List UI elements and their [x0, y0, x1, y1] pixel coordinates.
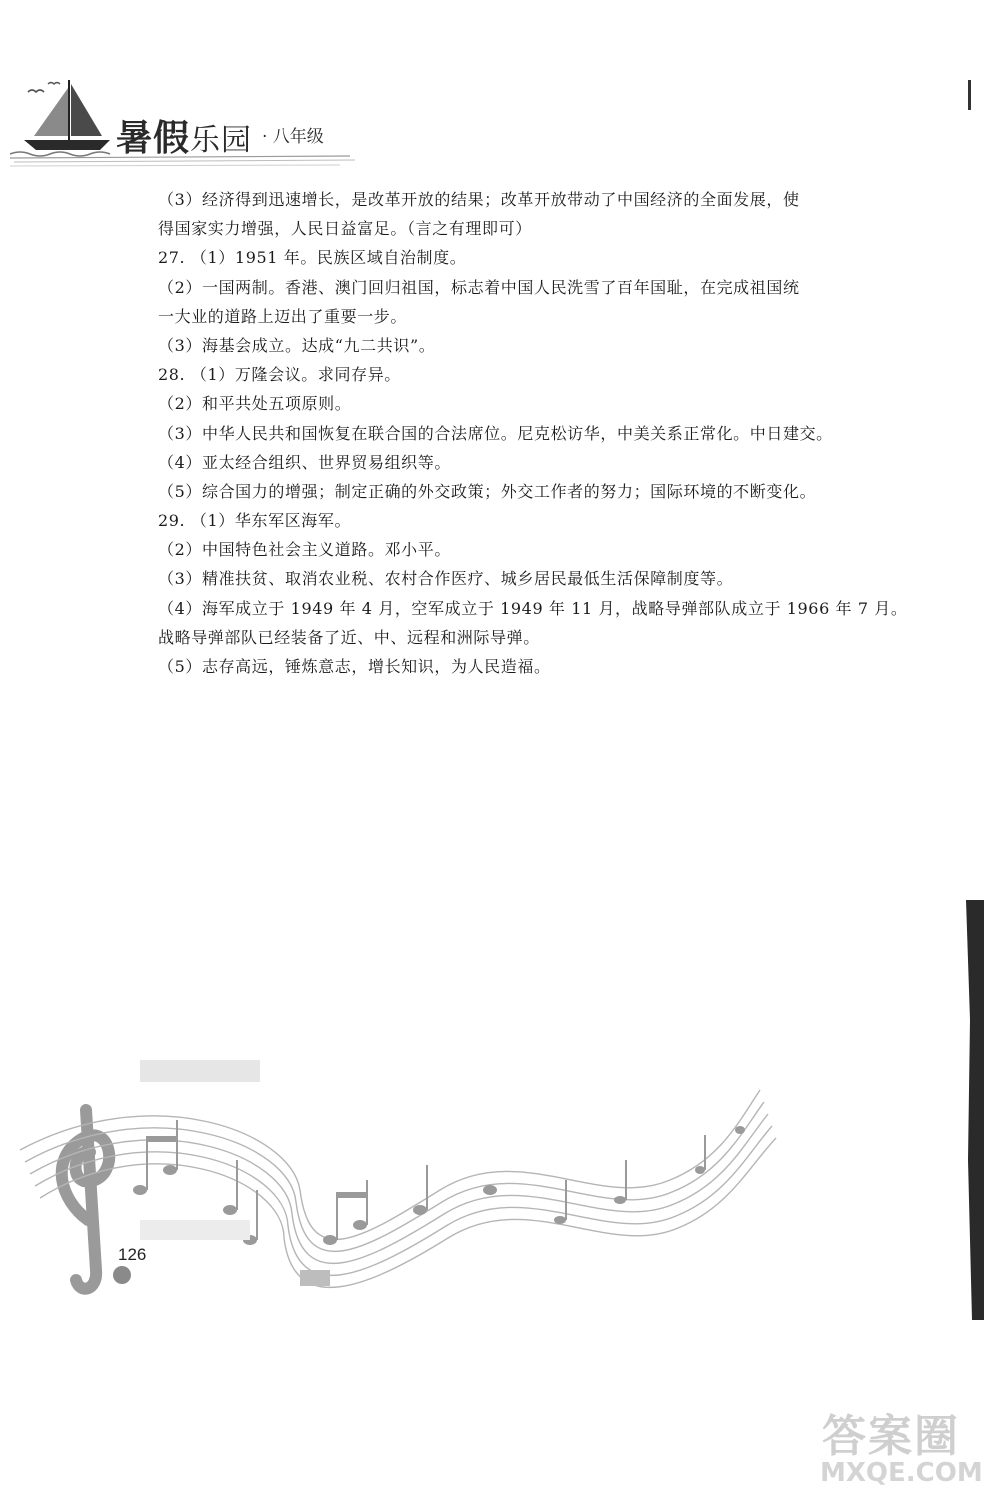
text-line: 27. （1）1951 年。民族区域自治制度。: [158, 248, 467, 268]
grade-label: · 八年级: [262, 127, 324, 147]
text-line: （4）海军成立于 1949 年 4 月，空军成立于 1949 年 11 月，战略导弹部队成立于 1966 年 7 月。: [158, 598, 908, 618]
text-line: （3）精准扶贫、取消农业税、农村合作医疗、城乡居民最低生活保障制度等。: [158, 569, 734, 589]
text-line: （2）中国特色社会主义道路。邓小平。: [158, 540, 451, 560]
text-line: （5）志存高远，锤炼意志，增长知识，为人民造福。: [158, 657, 551, 676]
page-number: 126: [118, 1245, 147, 1264]
text-line: （4）亚太经合组织、世界贸易组织等。: [158, 452, 451, 472]
text-line: （3）经济得到迅速增长，是改革开放的结果；改革开放带动了中国经济的全面发展，使: [158, 190, 800, 209]
text-line: 29. （1）华东军区海军。: [158, 511, 352, 531]
music-notes-icon: [133, 1120, 745, 1286]
text-line: （3）中华人民共和国恢复在联合国的合法席位。尼克松访华，中美关系正常化。中日建交。: [158, 423, 833, 443]
text-line: 一大业的道路上迈出了重要一步。: [158, 306, 408, 326]
book-title: 暑假乐园: [116, 118, 253, 159]
text-line: （2）一国两制。香港、澳门回归祖国，标志着中国人民洗雪了百年国耻，在完成祖国统: [158, 277, 800, 297]
watermark-logo: 答案圈: [822, 1411, 960, 1462]
answer-text: [158, 185, 908, 681]
scan-mark: [966, 80, 974, 110]
page-header: [10, 70, 360, 170]
text-line: （5）综合国力的增强；制定正确的外交政策；外交工作者的努力；国际环境的不断变化。: [158, 481, 817, 501]
scan-edge: [962, 900, 984, 1320]
text-line: 战略导弹部队已经装备了近、中、远程和洲际导弹。: [158, 627, 540, 647]
text-line: 28. （1）万隆会议。求同存异。: [158, 365, 401, 385]
text-line: （2）和平共处五项原则。: [158, 394, 352, 414]
music-ribbon-decoration: [0, 1040, 800, 1320]
text-line: 得国家实力增强，人民日益富足。（言之有理即可）: [158, 219, 532, 239]
text-line: （3）海基会成立。达成“九二共识”。: [158, 335, 436, 355]
watermark-url: MXQE.COM: [820, 1458, 983, 1488]
